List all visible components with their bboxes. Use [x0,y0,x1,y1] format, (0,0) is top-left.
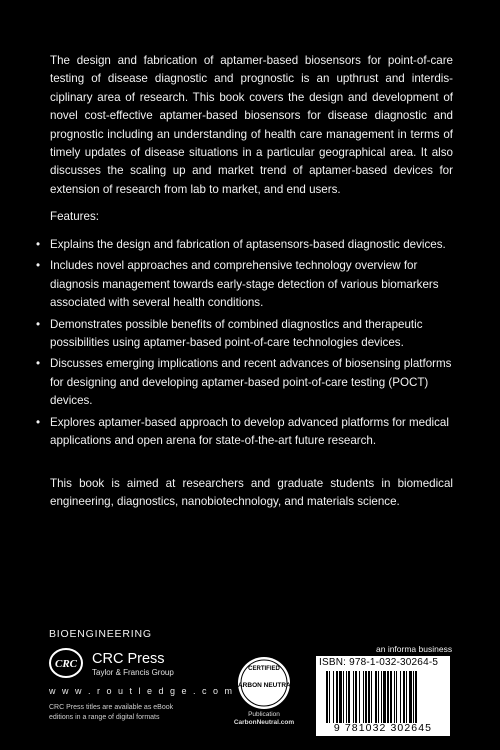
carbon-neutral-seal-icon [229,655,299,713]
barcode-bar [339,671,342,723]
barcode-bar [348,671,350,723]
seal-top-text: CERTIFIED [248,666,280,672]
barcode-bar [353,671,354,723]
barcode-block [316,656,450,736]
back-cover-blurb [50,52,453,199]
barcode-bar [383,671,386,723]
barcode-bar [387,671,389,723]
barcode-bar [371,671,372,723]
barcode-bar [390,671,392,723]
barcode-bar [365,671,367,723]
barcode-bar [400,671,401,723]
bullet-icon: • [36,259,41,273]
feature-item [36,414,456,451]
barcode-bar [363,671,364,723]
barcode-bar [415,671,417,723]
barcode-bar [396,671,397,723]
barcode-bar [406,671,407,723]
barcode-bar [375,671,377,723]
publisher-block [92,651,174,678]
barcode-bar [346,671,347,723]
barcode-bar [333,671,334,723]
bullet-icon: • [36,357,41,371]
ebook-note: CRC Press titles are available as eBook editions in a range of digital formats [49,704,174,721]
barcode-bar [326,671,328,723]
feature-text: Demonstrates possible benefits of combined diagnostics and therapeutic possibilities using aptamer-based point-of-care technologies devices. [50,317,423,350]
feature-item [36,355,456,410]
barcode-bar [343,671,344,723]
crc-logo-text: CRC [54,658,78,670]
bullet-icon: • [36,238,41,251]
informa-tagline: an informa business [376,644,453,654]
carbon-caption-line1: Publication [248,711,280,718]
feature-item [36,236,456,254]
audience-paragraph: This book is aimed at researchers and graduate students in biomedical engineering, diagnostics, nanobiotechnology, and materials science. [50,477,453,509]
carbon-caption [218,711,310,727]
publisher-name: CRC Press [92,651,165,667]
barcode-icon [326,671,440,723]
bullet-icon: • [36,317,41,331]
feature-item [36,257,456,312]
publisher-url: w w w . r o u t l e d g e . c o m [49,686,235,696]
barcode-bar [355,671,357,723]
publisher-group: Taylor & Francis Group [92,668,174,677]
feature-item [36,316,456,353]
barcode-bar [381,671,382,723]
barcode-bar [336,671,338,723]
barcode-bar [409,671,412,723]
barcode-digits: 9 781032 302645 [333,722,433,734]
crc-press-logo-icon [49,648,83,678]
barcode-bar [359,671,360,723]
bullet-icon: • [36,415,41,429]
features-heading: Features: [50,210,99,223]
seal-main-text: CARBON NEUTRAL [233,682,295,689]
barcode-bar [378,671,379,723]
carbon-caption-line2: CarbonNeutral.com [233,719,295,726]
subject-category: BIOENGINEERING [49,628,152,640]
feature-text: Discusses emerging implications and recent advances of biosensing platforms for designing and developing aptamer-based point-of-care testing (POCT) devices. [50,357,452,408]
isbn-label: ISBN: 978-1-032-30264-5 [319,657,439,668]
features-list [36,236,456,453]
feature-text: Explores aptamer-based approach to develop advanced platforms for medical applications and open arena for state-of-the-art future research. [50,415,449,448]
barcode-bar [394,671,395,723]
barcode-bar [329,671,330,723]
barcode-bar [368,671,370,723]
feature-text: Explains the design and fabrication of aptasensors-based diagnostic devices. [50,238,446,251]
feature-text: Includes novel approaches and comprehensive technology overview for diagnosis management towards early-stage detection of various biomarkers associated with several health conditions. [50,259,439,310]
barcode-bar [413,671,414,723]
blurb-paragraph: The design and fabrication of aptamer-based biosensors for point-of-care testing of disease diagnostic and prognostic is an upthrust and interdis-ciplinary area of research. This book covers the design and development of novel cost-effective aptamer-based biosensors for disease diagnostic and prognostic including an understanding of health care management in terms of timely updates of disease situations in a particular geographical area. It also discusses the scaling up and market trend of aptamer-based devices for extension of research from lab to market, and end users. [50,54,453,196]
barcode-bar [403,671,405,723]
